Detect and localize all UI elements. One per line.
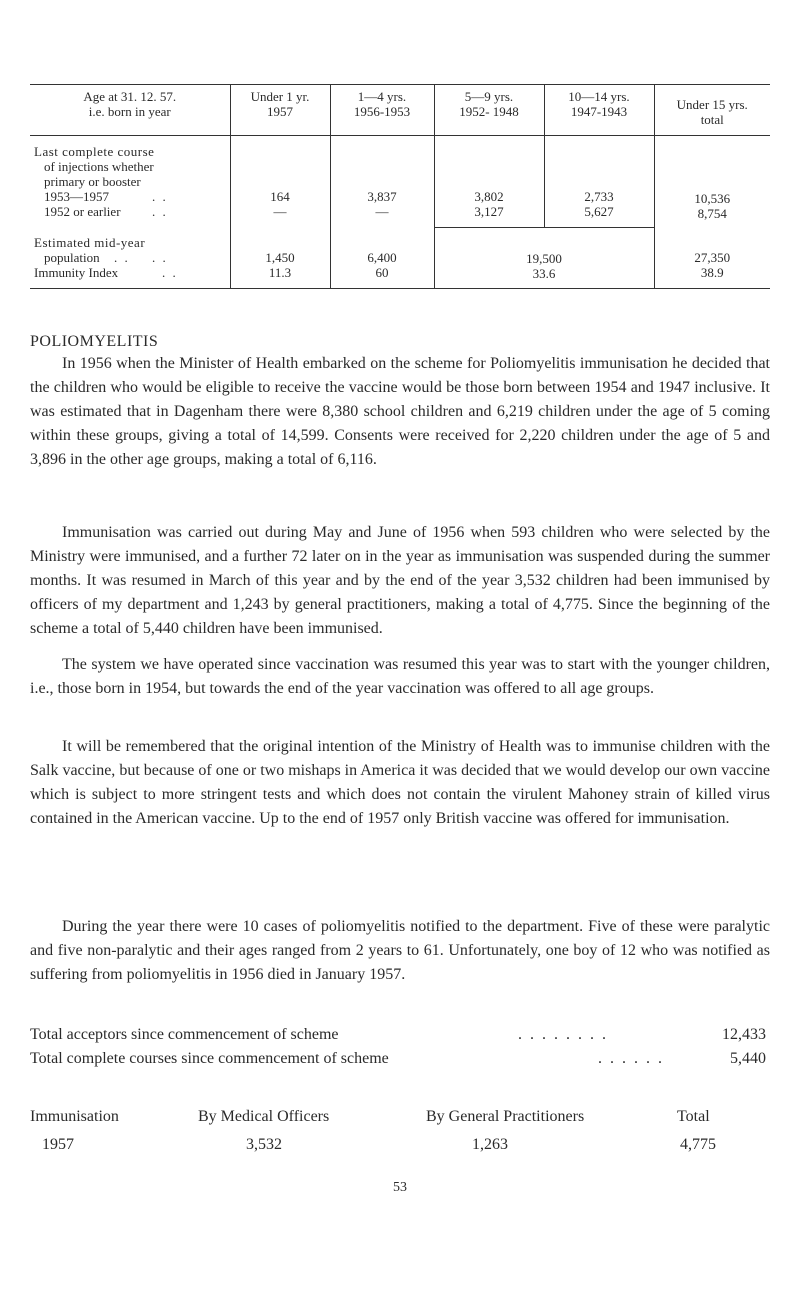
gp-value: 1,263: [472, 1136, 508, 1153]
header-under-15: [654, 85, 770, 136]
header-1-4-line1: 1—4 yrs.: [357, 89, 407, 104]
immunity-table: [30, 84, 770, 289]
cell: —: [375, 204, 389, 219]
cell: 60: [375, 265, 389, 280]
population-label-line1: Estimated mid-year: [34, 235, 146, 250]
cell: 38.9: [700, 265, 724, 280]
summary-block: [30, 1024, 770, 1072]
cell: 6,400: [367, 250, 397, 265]
header-under-1-line1: Under 1 yr.: [250, 89, 310, 104]
courses-label-cell: [30, 136, 230, 228]
population-1-4: [330, 227, 434, 289]
cell: 27,350: [694, 250, 731, 265]
paragraph-3: The system we have operated since vaccination was resumed this year was to start with the younger children, i.e., those born in 1954, but towards the end of the year vaccination was offered to all age groups.: [30, 656, 770, 697]
courses-label-line2: of injections whether: [44, 159, 154, 174]
courses-row2-label-text: 1952 or earlier: [44, 204, 121, 219]
header-5-9-line2: 1952- 1948: [459, 104, 519, 119]
header-1-4-line2: 1956-1953: [353, 104, 411, 119]
table-header-row: [30, 85, 770, 136]
population-row1-label: [34, 250, 226, 265]
cell: 8,754: [697, 206, 727, 221]
cell: 1,450: [265, 250, 295, 265]
courses-10-14: [544, 136, 654, 228]
paragraph-1: In 1956 when the Minister of Health embarked on the scheme for Poliomyelitis immunisation he decided that the children who would be eligible to receive the vaccine would be those born between 1954 and 1947 inclusive. It was estimated that in Dagenham there were 8,380 school children and 6,219 children under the age of 5 coming within these groups, giving a total of 14,599. Consents were received for 2,220 children under the age of 5 and 3,896 in the other age groups, making a total of 6,116.: [30, 355, 770, 468]
population-label-cell: [30, 227, 230, 289]
cell: 19,500: [526, 250, 562, 266]
courses-under-1: [230, 136, 330, 228]
courses-1-4: [330, 136, 434, 228]
paragraph-4: It will be remembered that the original intention of the Ministry of Health was to immunise children with the Salk vaccine, but because of one or two mishaps in America it was decided that we would develop our own vaccine which is subject to more stringent tests and which does not contain the virulent Mahoney strain of killed virus contained in the American vaccine. Up to the end of 1957 only British vaccine was offered for immunisation.: [30, 738, 770, 827]
population-5-14: [434, 227, 654, 289]
header-5-9: [434, 85, 544, 136]
population-row1-label-text: population: [44, 250, 100, 265]
cell: 3,837: [367, 189, 397, 204]
courses-row1-dots: . .: [152, 189, 168, 204]
medical-officers-value: 3,532: [246, 1136, 282, 1153]
acceptors-dots: . . . . . . . .: [518, 1026, 608, 1043]
header-under-1-line2: 1957: [267, 104, 293, 119]
header-under-1: [230, 85, 330, 136]
cell: 33.6: [532, 265, 556, 281]
section-heading: POLIOMYELITIS: [30, 333, 159, 350]
courses-label: Total complete courses since commencement of scheme: [30, 1050, 389, 1067]
table-row-courses: [30, 136, 770, 228]
courses-total: [654, 136, 770, 228]
header-1-4: [330, 85, 434, 136]
courses-row2-label: [34, 204, 226, 219]
courses-row1-label-text: 1953—1957: [44, 189, 109, 204]
header-age: [30, 85, 230, 136]
cell: 5,627: [584, 204, 614, 219]
page-number: 53: [393, 1180, 407, 1195]
courses-row2-dots: . .: [152, 204, 168, 219]
courses-label-line3: primary or booster: [44, 174, 141, 189]
medical-officers-col-heading: By Medical Officers: [198, 1108, 330, 1125]
population-row2-dots: . .: [162, 265, 178, 280]
header-10-14: [544, 85, 654, 136]
immunisation-year: 1957: [42, 1136, 74, 1153]
summary-row-acceptors: [30, 1024, 770, 1048]
header-age-line1: Age at 31. 12. 57.: [83, 89, 177, 104]
cell: —: [273, 204, 287, 219]
paragraph-2: Immunisation was carried out during May and June of 1956 when 593 children who were selected by the Ministry were immunised, and a further 72 later on in the year as immunisation was suspended during the summer months. It was resumed in March of this year and by the end of the year 3,532 children had been immunised by officers of my department and 1,243 by general practitioners, making a total of 4,775. Since the beginning of the scheme a total of 5,440 children have been immunised.: [30, 524, 770, 637]
population-row2-label: [34, 265, 226, 280]
population-total: [654, 227, 770, 289]
population-row1-dots-b: . .: [152, 250, 168, 265]
total-value: 4,775: [680, 1136, 716, 1153]
courses-label-line1: Last complete course: [34, 144, 155, 159]
summary-row-courses: [30, 1048, 770, 1072]
courses-dots: . . . . . .: [598, 1050, 664, 1067]
courses-value: 5,440: [730, 1050, 766, 1067]
cell: 2,733: [584, 189, 614, 204]
cell: 10,536: [694, 191, 731, 206]
cell: 3,802: [474, 189, 504, 204]
header-5-9-line1: 5—9 yrs.: [464, 89, 514, 104]
header-10-14-line1: 10—14 yrs.: [568, 89, 630, 104]
cell: 164: [270, 189, 290, 204]
acceptors-label: Total acceptors since commencement of scheme: [30, 1026, 339, 1043]
population-under-1: [230, 227, 330, 289]
header-under-15-line2: total: [700, 112, 724, 127]
courses-5-9: [434, 136, 544, 228]
population-row1-dots-a: . .: [114, 250, 130, 265]
header-age-line2: i.e. born in year: [88, 104, 171, 119]
header-under-15-line1: Under 15 yrs.: [676, 97, 748, 112]
cell: 3,127: [474, 204, 504, 219]
acceptors-value: 12,433: [722, 1026, 766, 1043]
header-10-14-line2: 1947-1943: [570, 104, 628, 119]
total-col-heading: Total: [677, 1108, 710, 1125]
gp-col-heading: By General Practitioners: [426, 1108, 585, 1125]
population-row2-label-text: Immunity Index: [34, 265, 119, 280]
table-row-population: [30, 227, 770, 289]
paragraph-5: During the year there were 10 cases of poliomyelitis notified to the department. Five of these were paralytic and five non-paralytic and their ages ranged from 2 years to 61. Unfortunately, one boy of 12 who was notified as suffering from poliomyelitis in 1956 died in January 1957.: [30, 918, 770, 983]
courses-row1-label: [34, 189, 226, 204]
cell: 11.3: [268, 265, 292, 280]
immunisation-col-heading: Immunisation: [30, 1108, 119, 1125]
